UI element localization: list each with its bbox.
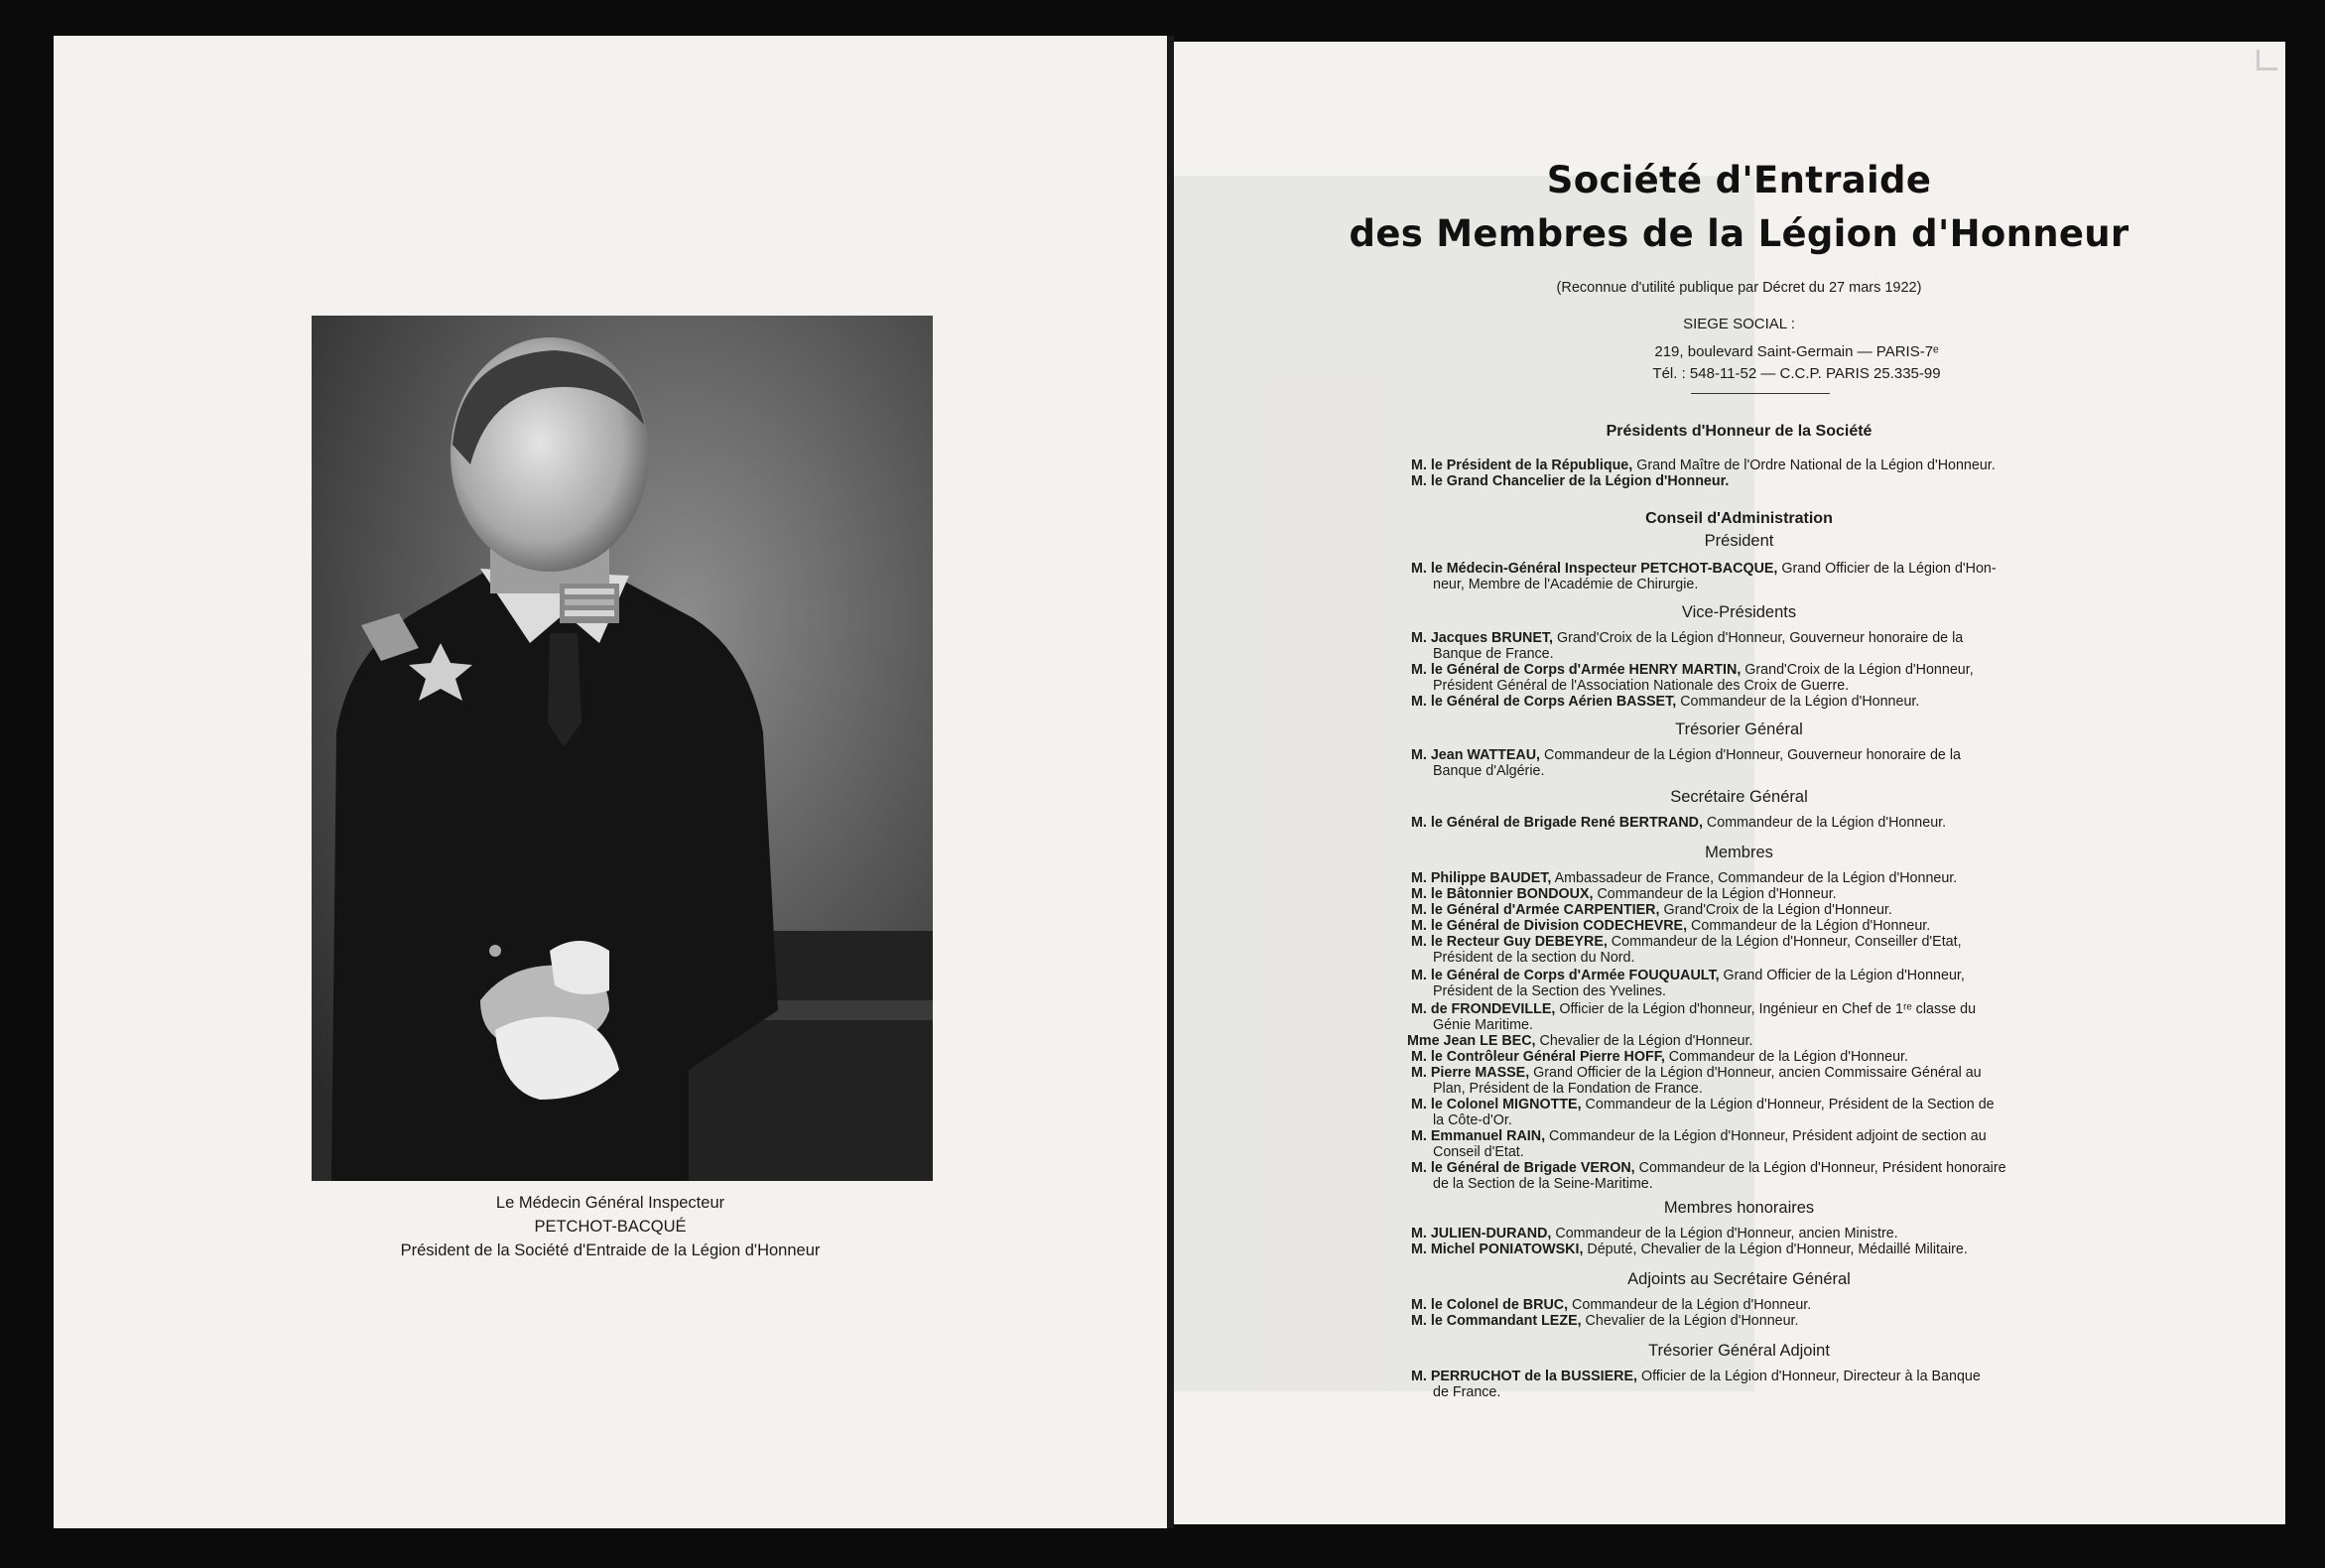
assistant-treasurer-heading: Trésorier Général Adjoint xyxy=(1648,1342,1830,1360)
right-page xyxy=(1174,42,2285,1524)
entry-continuation: Président de la section du Nord. xyxy=(1433,949,1635,966)
address: 219, boulevard Saint-Germain — PARIS-7ᵉ xyxy=(1654,343,1939,360)
entry-name: M. le Général de Brigade VERON, xyxy=(1411,1160,1635,1176)
entry-president xyxy=(1411,562,2096,592)
title-line-2: des Membres de la Légion d'Honneur xyxy=(1349,212,2130,255)
entry-secretary xyxy=(1411,816,2096,832)
entry-text: Officier de la Légion d'honneur, Ingénieur en Chef de 1ʳᵉ classe du xyxy=(1555,1001,1977,1017)
entry-name: M. Philippe BAUDET, xyxy=(1411,870,1552,886)
entry-text: Grand'Croix de la Légion d'Honneur, Gouverneur honoraire de la xyxy=(1553,630,1964,646)
entry-text: Commandeur de la Légion d'Honneur. xyxy=(1568,1297,1812,1313)
entry-continuation: la Côte-d'Or. xyxy=(1433,1111,1512,1128)
entry-name: M. le Contrôleur Général Pierre HOFF, xyxy=(1411,1049,1665,1065)
entry-text: Commandeur de la Légion d'Honneur, Gouverneur honoraire de la xyxy=(1540,747,1961,763)
entry-continuation: Président de la Section des Yvelines. xyxy=(1433,982,1666,999)
entry-name: M. le Général de Division CODECHEVRE, xyxy=(1411,918,1688,934)
entry-name: M. le Général de Corps d'Armée HENRY MARTIN, xyxy=(1411,662,1742,678)
entry-text: Commandeur de la Légion d'Honneur. xyxy=(1593,886,1837,902)
entry-continuation: Conseil d'Etat. xyxy=(1433,1143,1524,1160)
title-line-1: Société d'Entraide xyxy=(1546,159,1932,201)
entry-name: M. PERRUCHOT de la BUSSIERE, xyxy=(1411,1369,1637,1384)
entry-name: M. Jean WATTEAU, xyxy=(1411,747,1541,763)
entry-text: Chevalier de la Légion d'Honneur. xyxy=(1581,1313,1799,1329)
entry-member-2 xyxy=(1411,887,2096,903)
entry-name: M. Michel PONIATOWSKI, xyxy=(1411,1241,1584,1257)
entry-text: Commandeur de la Légion d'Honneur, Conseiller d'Etat, xyxy=(1607,934,1962,950)
entry-name: M. Jacques BRUNET, xyxy=(1411,630,1554,646)
entry-text: Grand Officier de la Légion d'Hon- xyxy=(1777,561,1997,577)
entry-text: Ambassadeur de France, Commandeur de la Légion d'Honneur. xyxy=(1551,870,1958,886)
entry-adjoint-2 xyxy=(1411,1314,2096,1330)
entry-member-13 xyxy=(1411,1161,2096,1192)
entry-continuation: Banque d'Algérie. xyxy=(1433,762,1545,779)
portrait-photo xyxy=(312,316,933,1181)
entry-member-12 xyxy=(1411,1129,2096,1160)
entry-vice-president-2 xyxy=(1411,663,2096,694)
entry-member-10 xyxy=(1411,1066,2096,1097)
recognition-note: (Reconnue d'utilité publique par Décret du 27 mars 1922) xyxy=(1556,280,1922,296)
entry-text: Député, Chevalier de la Légion d'Honneur, Médaillé Militaire. xyxy=(1583,1241,1968,1257)
members-heading: Membres xyxy=(1705,844,1773,861)
entry-member-3 xyxy=(1411,903,2096,919)
entry-text: Officier de la Légion d'Honneur, Directeur à la Banque xyxy=(1637,1369,1981,1384)
entry-member-6 xyxy=(1411,969,2096,999)
entry-name: M. le Commandant LEZE, xyxy=(1411,1313,1582,1329)
entry-continuation: neur, Membre de l'Académie de Chirurgie. xyxy=(1433,576,1699,592)
entry-text: Grand'Croix de la Légion d'Honneur, xyxy=(1741,662,1974,678)
crop-mark xyxy=(2257,50,2277,70)
caption-line-role: Président de la Société d'Entraide de la Légion d'Honneur xyxy=(400,1241,821,1259)
entry-name: M. le Général d'Armée CARPENTIER, xyxy=(1411,902,1660,918)
entry-name: M. le Bâtonnier BONDOUX, xyxy=(1411,886,1594,902)
secretary-heading: Secrétaire Général xyxy=(1670,788,1808,806)
entry-vice-president-1 xyxy=(1411,631,2096,662)
adjoints-heading: Adjoints au Secrétaire Général xyxy=(1627,1270,1851,1288)
entry-honorary-member-1 xyxy=(1411,1227,2096,1242)
entry-continuation: Génie Maritime. xyxy=(1433,1016,1533,1033)
entry-member-7 xyxy=(1411,1002,2096,1033)
entry-name: M. le Général de Corps d'Armée FOUQUAULT, xyxy=(1411,968,1720,983)
entry-text: Commandeur de la Légion d'Honneur. xyxy=(1676,694,1920,710)
entry-member-9 xyxy=(1411,1050,2096,1066)
entry-member-4 xyxy=(1411,919,2096,935)
entry-name: M. le Colonel de BRUC, xyxy=(1411,1297,1569,1313)
honorary-members-heading: Membres honoraires xyxy=(1663,1199,1815,1217)
entry-continuation: de la Section de la Seine-Maritime. xyxy=(1433,1175,1653,1192)
entry-name: M. de FRONDEVILLE, xyxy=(1411,1001,1556,1017)
entry-text: Commandeur de la Légion d'Honneur, Président de la Section de xyxy=(1581,1097,1995,1112)
caption-line-title: Le Médecin Général Inspecteur xyxy=(495,1194,725,1212)
entry-vice-president-3 xyxy=(1411,695,2096,711)
entry-member-8 xyxy=(1407,1034,2092,1050)
entry-continuation: Plan, Président de la Fondation de France. xyxy=(1433,1080,1703,1097)
entry-name: M. le Médecin-Général Inspecteur PETCHOT-BACQUE, xyxy=(1411,561,1778,577)
entry-text: Commandeur de la Légion d'Honneur, ancien Ministre. xyxy=(1551,1226,1898,1241)
siege-label: SIEGE SOCIAL : xyxy=(1683,316,1795,332)
divider xyxy=(1691,393,1830,394)
entry-honorary-member-2 xyxy=(1411,1242,2096,1258)
entry-text: Commandeur de la Légion d'Honneur. xyxy=(1702,815,1947,831)
entry-name: Mme Jean LE BEC, xyxy=(1407,1033,1536,1049)
entry-text: Grand Officier de la Légion d'Honneur, xyxy=(1719,968,1965,983)
caption-line-name: PETCHOT-BACQUÉ xyxy=(534,1218,687,1236)
entry-member-5 xyxy=(1411,935,2096,966)
entry-continuation: Président Général de l'Association Nationale des Croix de Guerre. xyxy=(1433,677,1850,694)
entry-text: Commandeur de la Légion d'Honneur, Président honoraire xyxy=(1634,1160,2006,1176)
entry-text: Grand'Croix de la Légion d'Honneur. xyxy=(1659,902,1892,918)
left-page xyxy=(54,36,1167,1528)
phone: Tél. : 548-11-52 — C.C.P. PARIS 25.335-99 xyxy=(1652,365,1941,382)
entry-honorary-president-2 xyxy=(1411,474,2096,490)
entry-name: M. le Grand Chancelier de la Légion d'Honneur. xyxy=(1411,473,1730,489)
entry-adjoint-1 xyxy=(1411,1298,2096,1314)
entry-text: Grand Officier de la Légion d'Honneur, ancien Commissaire Général au xyxy=(1529,1065,1982,1081)
entry-text: Chevalier de la Légion d'Honneur. xyxy=(1535,1033,1753,1049)
entry-honorary-president-1 xyxy=(1411,458,2096,474)
entry-name: M. le Président de la République, xyxy=(1411,457,1633,473)
entry-name: M. le Général de Brigade René BERTRAND, xyxy=(1411,815,1703,831)
entry-continuation: de France. xyxy=(1433,1383,1501,1400)
treasurer-heading: Trésorier Général xyxy=(1675,720,1803,738)
entry-text: Grand Maître de l'Ordre National de la Légion d'Honneur. xyxy=(1632,457,1996,473)
entry-member-1 xyxy=(1411,871,2096,887)
entry-name: M. JULIEN-DURAND, xyxy=(1411,1226,1552,1241)
portrait-caption xyxy=(54,1191,1167,1262)
vice-presidents-heading: Vice-Présidents xyxy=(1681,603,1797,621)
entry-continuation: Banque de France. xyxy=(1433,645,1554,662)
entry-name: M. Emmanuel RAIN, xyxy=(1411,1128,1546,1144)
entry-member-11 xyxy=(1411,1098,2096,1128)
entry-assistant-treasurer xyxy=(1411,1370,2096,1400)
entry-text: Commandeur de la Légion d'Honneur. xyxy=(1664,1049,1908,1065)
entry-name: M. le Recteur Guy DEBEYRE, xyxy=(1411,934,1608,950)
entry-name: M. le Colonel MIGNOTTE, xyxy=(1411,1097,1582,1112)
honorary-presidents-heading: Présidents d'Honneur de la Société xyxy=(1606,423,1873,440)
entry-text: Commandeur de la Légion d'Honneur, Président adjoint de section au xyxy=(1545,1128,1987,1144)
entry-name: M. Pierre MASSE, xyxy=(1411,1065,1530,1081)
page-gutter xyxy=(1167,36,1174,1528)
entry-text: Commandeur de la Légion d'Honneur. xyxy=(1687,918,1931,934)
entry-treasurer xyxy=(1411,748,2096,779)
president-heading: Président xyxy=(1704,532,1774,550)
entry-name: M. le Général de Corps Aérien BASSET, xyxy=(1411,694,1677,710)
council-heading: Conseil d'Administration xyxy=(1645,510,1833,527)
